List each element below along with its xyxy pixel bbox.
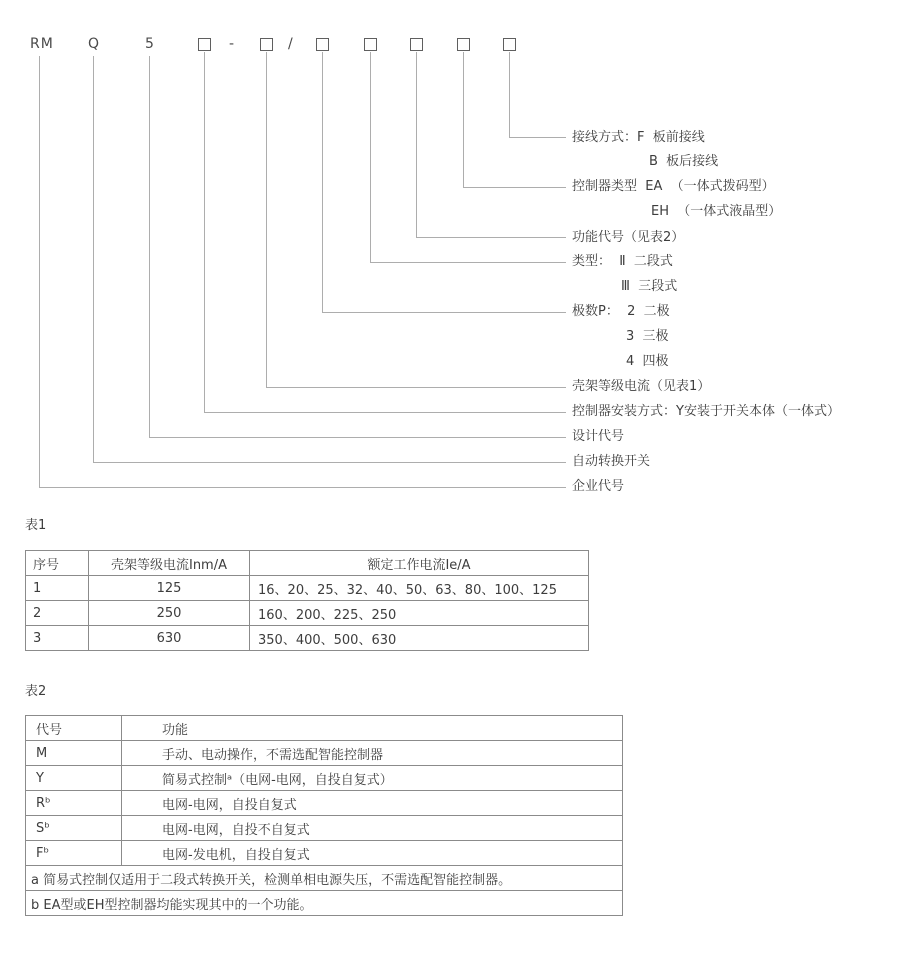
label-poles-line3: 4 四极 xyxy=(626,354,669,369)
table2-cell-code: Rᵇ xyxy=(26,791,122,816)
table2-note-row xyxy=(26,891,623,916)
table1-cell-inm: 250 xyxy=(89,601,250,626)
table1-header-inm: 壳架等级电流Inm/A xyxy=(89,551,250,576)
code-box-frame-current xyxy=(260,38,273,51)
code-part-design: 5 xyxy=(145,36,155,52)
code-separator-dash: - xyxy=(229,36,236,52)
table1-cell-inm: 630 xyxy=(89,626,250,651)
table1-cell-inm: 125 xyxy=(89,576,250,601)
table1-cell-ie: 350、400、500、630 xyxy=(250,626,589,651)
table1-row xyxy=(26,576,589,601)
label-ats: 自动转换开关 xyxy=(572,454,651,469)
table2-row xyxy=(26,816,623,841)
code-box-function xyxy=(410,38,423,51)
table2-cell-func: 简易式控制ᵃ（电网-电网，自投自复式） xyxy=(122,766,623,791)
code-part-ats: Q xyxy=(88,36,101,52)
code-box-controller xyxy=(457,38,470,51)
frame-current-table xyxy=(25,550,589,651)
connector-line xyxy=(94,56,567,463)
table2-row xyxy=(26,766,623,791)
table2-header-row xyxy=(26,716,623,741)
label-design-code: 设计代号 xyxy=(572,429,625,444)
table1-cell-ie: 160、200、225、250 xyxy=(250,601,589,626)
table1-row xyxy=(26,601,589,626)
label-controller-type-line1: 控制器类型 EA （一体式拨码型） xyxy=(572,179,775,194)
label-enterprise-code: 企业代号 xyxy=(572,479,625,494)
table2-cell-func: 手动、电动操作，不需选配智能控制器 xyxy=(122,741,623,766)
connector-line xyxy=(40,56,567,488)
label-controller-type-line2: EH （一体式液晶型） xyxy=(651,204,782,219)
table2-header-func: 功能 xyxy=(122,716,623,741)
table2-cell-code: Sᵇ xyxy=(26,816,122,841)
table2-cell-code: M xyxy=(26,741,122,766)
label-wiring-line2: B 板后接线 xyxy=(649,154,719,169)
table2-cell-func: 电网-电网，自投不自复式 xyxy=(122,816,623,841)
connector-line xyxy=(417,52,567,238)
label-controller-mounting: 控制器安装方式：Y安装于开关本体（一体式） xyxy=(572,404,840,419)
table1-cell-index: 2 xyxy=(26,601,89,626)
label-frame-current: 壳架等级电流（见表1） xyxy=(572,379,711,394)
table1-header-ie: 额定工作电流Ie/A xyxy=(250,551,589,576)
table2-caption: 表2 xyxy=(25,684,47,699)
table1-row xyxy=(26,626,589,651)
table2-note-row xyxy=(26,866,623,891)
label-poles-line1: 极数P： 2 二极 xyxy=(572,304,670,319)
table1-header-index: 序号 xyxy=(26,551,89,576)
table2-row xyxy=(26,791,623,816)
table2-cell-func: 电网-发电机，自投自复式 xyxy=(122,841,623,866)
table2-row xyxy=(26,841,623,866)
label-function-code: 功能代号（见表2） xyxy=(572,230,685,245)
connector-line xyxy=(464,52,567,188)
table1-header-row xyxy=(26,551,589,576)
table2-note-b: b EA型或EH型控制器均能实现其中的一个功能。 xyxy=(26,891,623,916)
table1-caption: 表1 xyxy=(25,518,47,533)
table2-note-a: a 简易式控制仅适用于二段式转换开关，检测单相电源失压，不需选配智能控制器。 xyxy=(26,866,623,891)
table2-header-code: 代号 xyxy=(26,716,122,741)
function-code-table xyxy=(25,715,623,916)
code-part-enterprise: RM xyxy=(30,36,54,52)
table2-cell-func: 电网-电网，自投自复式 xyxy=(122,791,623,816)
table2-row xyxy=(26,741,623,766)
code-box-poles xyxy=(316,38,329,51)
table1-cell-index: 1 xyxy=(26,576,89,601)
table2-cell-code: Y xyxy=(26,766,122,791)
connector-line xyxy=(371,52,567,263)
label-poles-line2: 3 三极 xyxy=(626,329,669,344)
connector-line xyxy=(510,52,567,138)
label-type-line1: 类型： Ⅱ 二段式 xyxy=(572,254,673,269)
table1-cell-index: 3 xyxy=(26,626,89,651)
code-box-wiring xyxy=(503,38,516,51)
code-box-mounting xyxy=(198,38,211,51)
code-box-type xyxy=(364,38,377,51)
table1-cell-ie: 16、20、25、32、40、50、63、80、100、125 xyxy=(250,576,589,601)
code-separator-slash: / xyxy=(288,36,294,52)
connector-line xyxy=(150,56,567,438)
connector-line xyxy=(323,52,567,313)
table2-cell-code: Fᵇ xyxy=(26,841,122,866)
label-type-line2: Ⅲ 三段式 xyxy=(621,279,678,294)
label-wiring-line1: 接线方式：F 板前接线 xyxy=(572,130,705,145)
connector-line xyxy=(205,52,567,413)
